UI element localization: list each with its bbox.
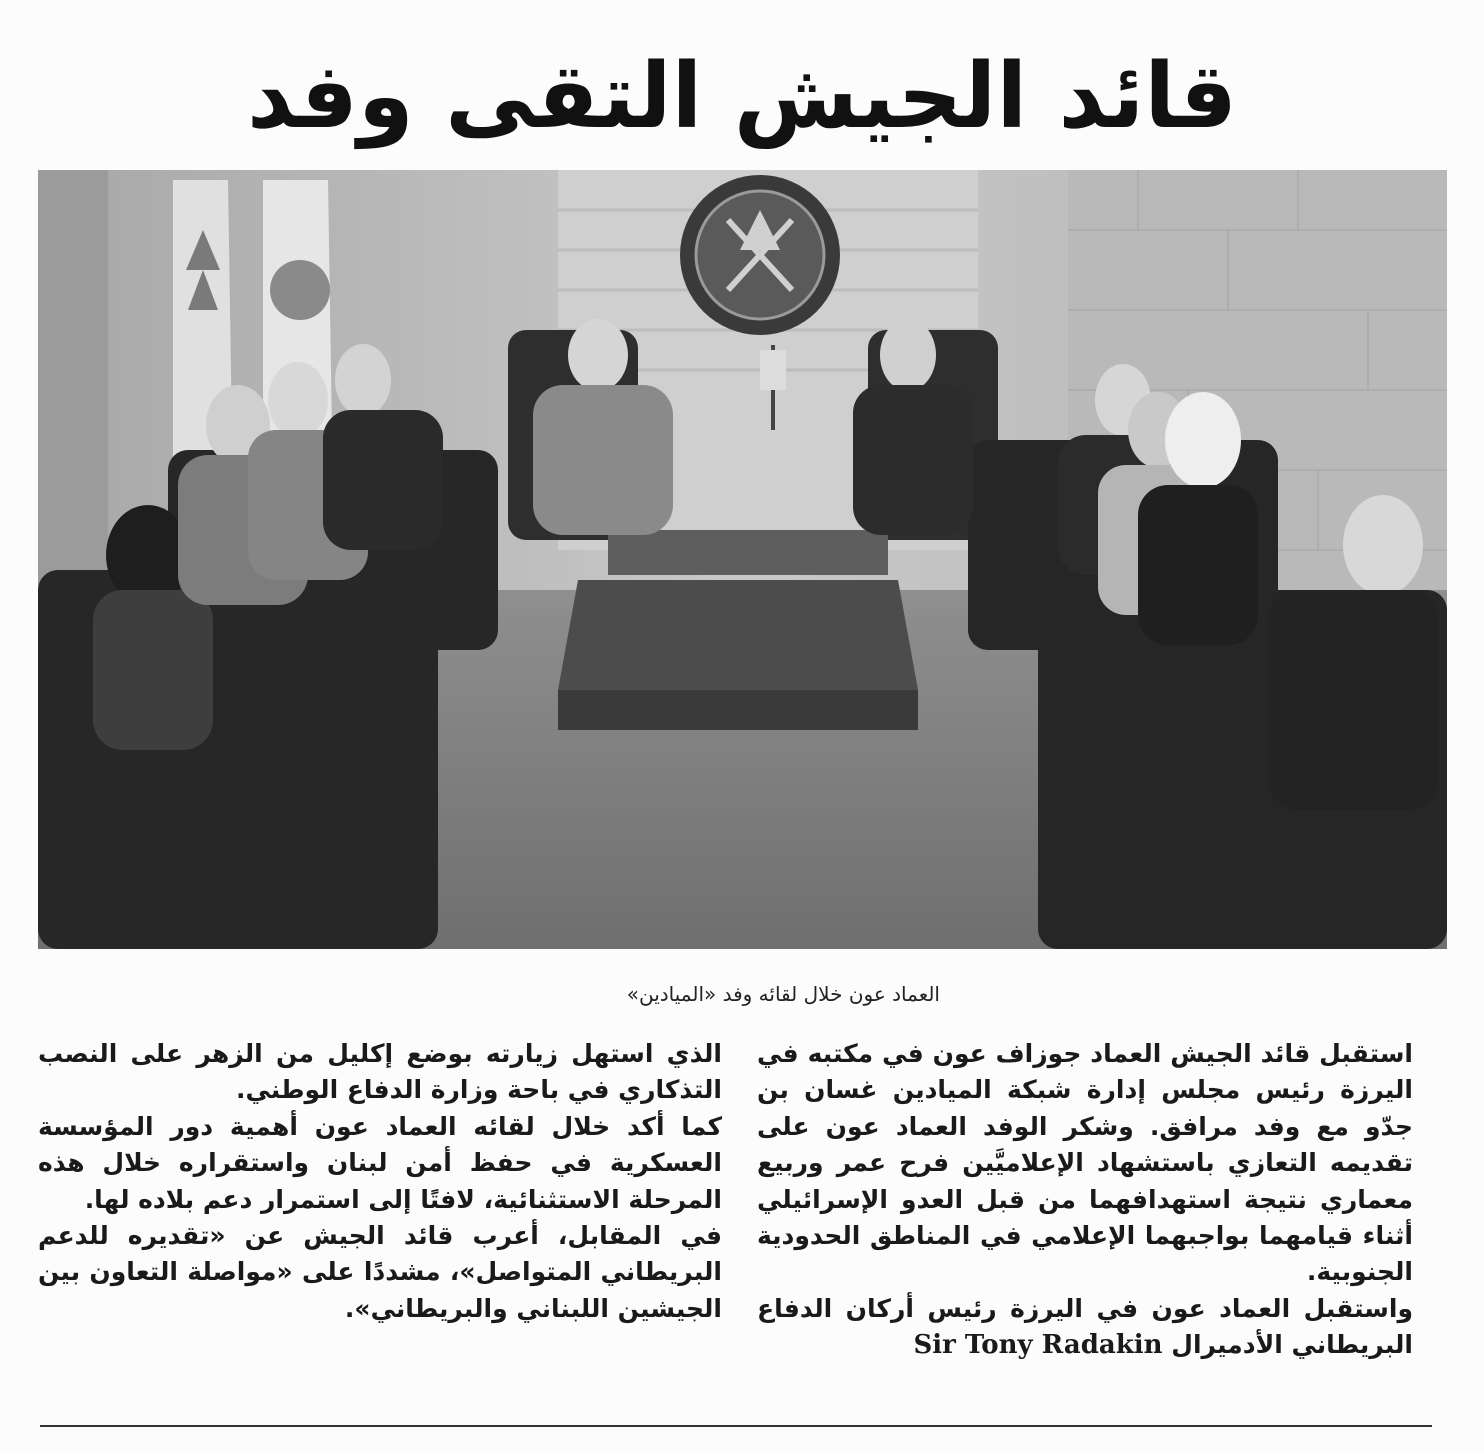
paragraph: كما أكد خلال لقائه العماد عون أهمية دور المؤسسة العسكرية في حفظ أمن لبنان واستقراره خلال هذه المرحلة الاستثنائية، لافتًا إلى استمرار دعم بلاده لها. (38, 1111, 722, 1214)
photo-caption: العماد عون خلال لقائه وفد «الميادين» (626, 982, 940, 1006)
article-column-left (38, 1036, 722, 1396)
paragraph (757, 1291, 1447, 1364)
english-name: Sir Tony Radakin (913, 1330, 1163, 1361)
news-photo (38, 170, 1447, 949)
paragraph: الذي استهل زيارته بوضع إكليل من الزهر على النصب التذكاري في باحة وزارة الدفاع الوطني. (38, 1039, 722, 1105)
headline: قائد الجيش التقى وفد (246, 44, 1238, 149)
paragraph: استقبل قائد الجيش العماد جوزاف عون في مكتبه في اليرزة رئيس مجلس إدارة شبكة الميادين غسان بن جدّو مع وفد مرافق. وشكر الوفد العماد عون على تقديمه التعازي باستشهاد الإعلاميَّين فرح عمر وربيع معماري نتيجة استهدافهما من قبل العدو الإسرائيلي أثناء قيامهما بواجبهما الإعلامي في المناطق الحدودية الجنوبية. (757, 1039, 1413, 1287)
paragraph-text: واستقبل العماد عون في اليرزة رئيس أركان الدفاع البريطاني الأدميرال (757, 1293, 1413, 1360)
left-cabinet (38, 170, 108, 590)
paragraph: في المقابل، أعرب قائد الجيش عن «تقديره للدعم البريطاني المتواصل»، مشددًا على «مواصلة التعاون بين الجيشين اللبناني والبريطاني». (38, 1221, 722, 1323)
army-emblem-icon (680, 175, 840, 335)
coffee-table (558, 530, 918, 730)
bottom-rule (40, 1425, 1432, 1427)
meeting-photo-illustration (38, 170, 1447, 949)
article-column-right (757, 1036, 1447, 1396)
